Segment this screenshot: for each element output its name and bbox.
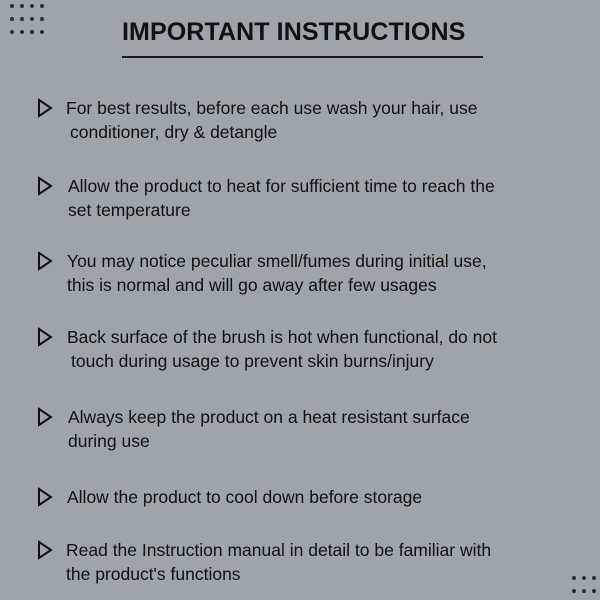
chevron-right-icon: [36, 540, 54, 560]
instruction-line: Back surface of the brush is hot when functional, do not: [67, 327, 497, 347]
instruction-line: the product's functions: [66, 564, 241, 584]
page-title: IMPORTANT INSTRUCTIONS: [122, 18, 466, 46]
title-underline: [122, 56, 483, 58]
instruction-line: conditioner, dry & detangle: [70, 122, 278, 142]
instruction-line: touch during usage to prevent skin burns/injury: [71, 351, 434, 371]
instruction-line: during use: [68, 431, 150, 451]
instruction-line: Read the Instruction manual in detail to be familiar with: [66, 540, 492, 560]
instruction-line: set temperature: [68, 200, 191, 220]
chevron-right-icon: [36, 176, 54, 196]
instruction-line: this is normal and will go away after few usages: [67, 275, 437, 295]
chevron-right-icon: [36, 98, 54, 118]
chevron-right-icon: [36, 327, 54, 347]
dot-grid-icon: [10, 4, 44, 34]
instruction-line: For best results, before each use wash your hair, use: [66, 98, 478, 118]
instruction-line: Allow the product to heat for sufficient time to reach the: [68, 176, 495, 196]
chevron-right-icon: [36, 407, 54, 427]
instruction-line: You may notice peculiar smell/fumes during initial use,: [67, 251, 487, 271]
chevron-right-icon: [36, 487, 54, 507]
dot-grid-icon: [572, 576, 600, 593]
instruction-line: Always keep the product on a heat resistant surface: [68, 407, 470, 427]
instruction-line: Allow the product to cool down before storage: [67, 487, 423, 507]
chevron-right-icon: [36, 251, 54, 271]
